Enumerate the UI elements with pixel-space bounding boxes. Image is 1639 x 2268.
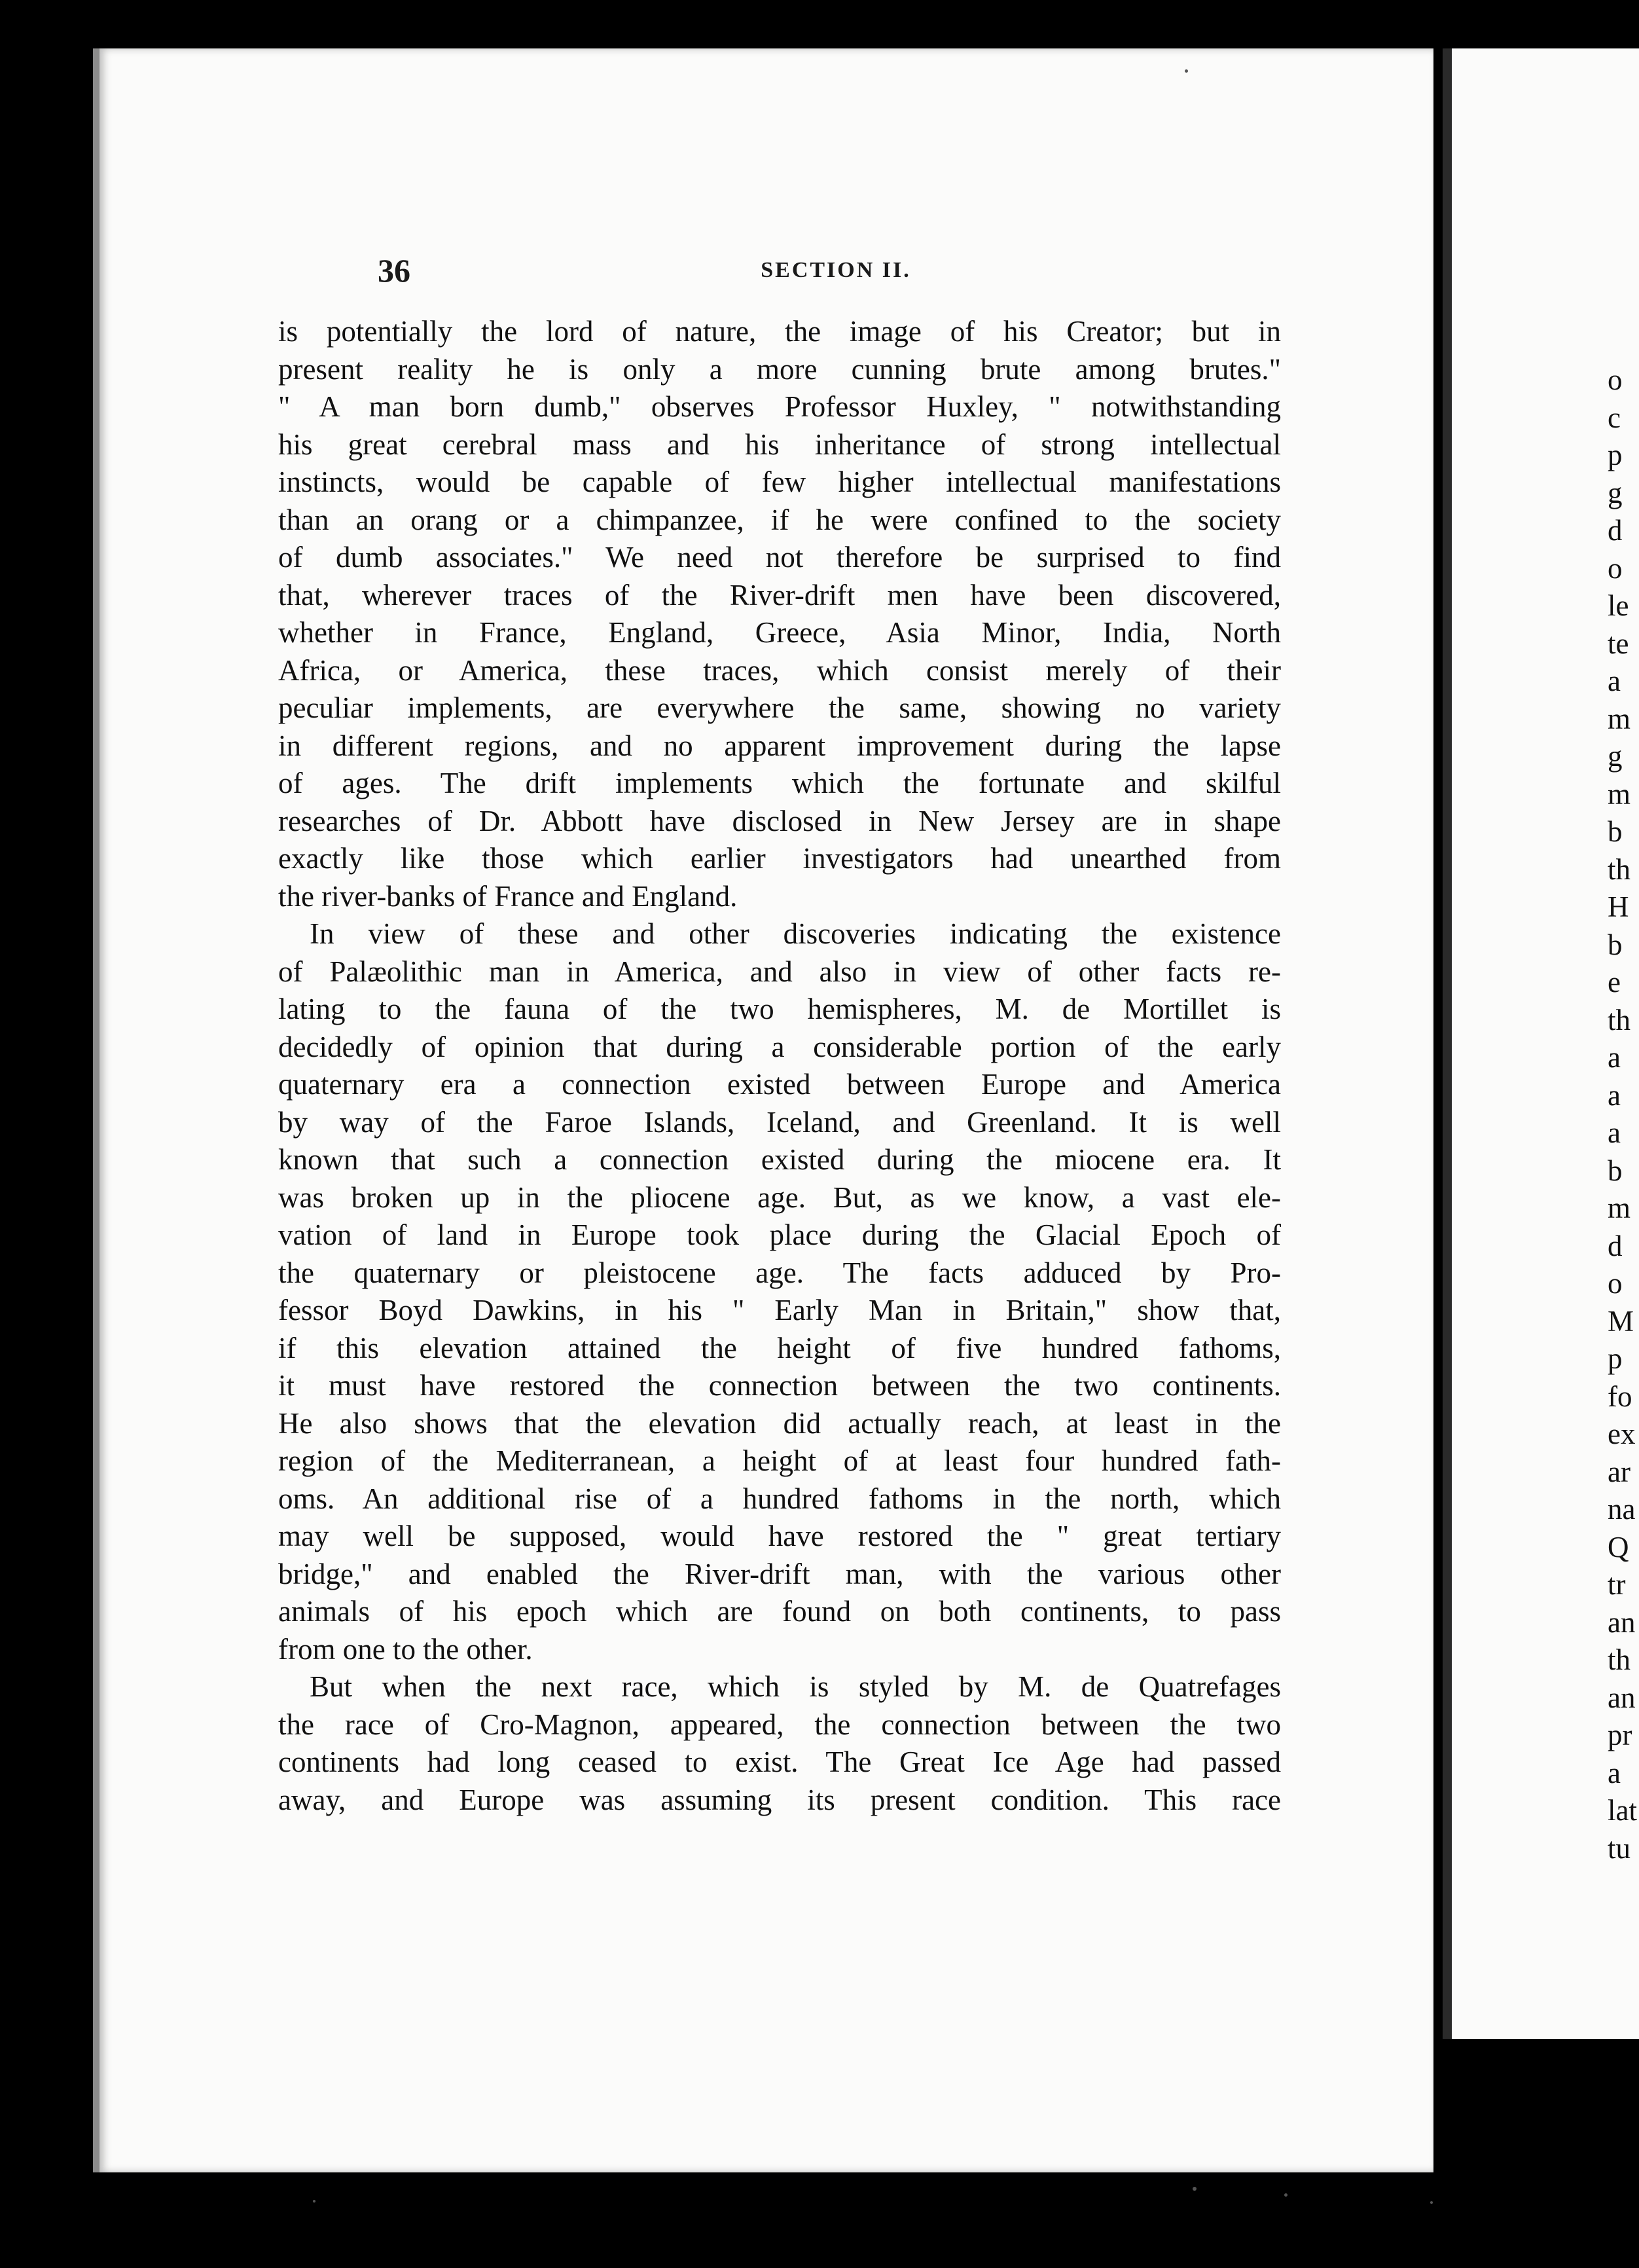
- text-line: fessor Boyd Dawkins, in his " Early Man in Britain," show that,: [278, 1294, 1281, 1326]
- next-page-fragment: th: [1608, 852, 1631, 886]
- next-page-edge: [1443, 48, 1639, 2039]
- next-page-fragment: M: [1608, 1304, 1634, 1338]
- next-page-fragment: b: [1608, 928, 1623, 961]
- page-header: [378, 251, 1294, 310]
- next-page-fragment: th: [1608, 1643, 1631, 1676]
- next-page-fragments: [1608, 361, 1637, 1867]
- text-line: In view of these and other discoveries indicating the existence: [310, 917, 1281, 950]
- next-page-fragment: m: [1608, 777, 1631, 811]
- next-page-fragment: p: [1608, 439, 1623, 471]
- text-line: was broken up in the pliocene age. But, as we know, a vast ele-: [278, 1180, 1281, 1214]
- text-line: the quaternary or pleistocene age. The facts adduced by Pro-: [278, 1256, 1281, 1289]
- text-line: known that such a connection existed during the miocene era. It: [278, 1143, 1281, 1176]
- text-line: may well be supposed, would have restored the " great tertiary: [278, 1520, 1281, 1552]
- text-line: of ages. The drift implements which the fortunate and skilful: [278, 767, 1281, 799]
- text-line: quaternary era a connection existed between Europe and America: [278, 1068, 1281, 1101]
- next-page-fragment: o: [1608, 551, 1623, 585]
- text-line: But when the next race, which is styled by M. de Quatrefages: [310, 1670, 1281, 1703]
- page-number: 36: [378, 252, 410, 289]
- next-page-fragment: o: [1608, 1267, 1623, 1300]
- next-page-fragment: o: [1608, 363, 1623, 396]
- next-page-fragment: fo: [1608, 1380, 1632, 1413]
- next-page-fragment: lat: [1608, 1794, 1637, 1827]
- next-page-fragment: d: [1608, 514, 1623, 547]
- next-page-fragment: H: [1608, 890, 1629, 923]
- scan-speck: [1193, 2187, 1197, 2191]
- next-page-fragment: a: [1608, 1756, 1621, 1789]
- next-page-fragment: b: [1608, 1154, 1623, 1187]
- text-line: decidedly of opinion that during a considerable portion of the early: [278, 1030, 1281, 1063]
- next-page-fragment: p: [1608, 1342, 1623, 1375]
- next-page-fragment: te: [1608, 627, 1629, 660]
- next-page-fragment: ar: [1608, 1455, 1630, 1488]
- next-page-fragment: g: [1608, 740, 1623, 773]
- text-line: researches of Dr. Abbott have disclosed in New Jersey are in shape: [278, 804, 1281, 837]
- next-page-fragment: m: [1608, 1192, 1631, 1224]
- next-page-fragment: an: [1608, 1681, 1636, 1714]
- next-page-fragment: th: [1608, 1003, 1631, 1036]
- text-line: peculiar implements, are everywhere the same, showing no variety: [278, 691, 1281, 724]
- next-page-fragment: pr: [1608, 1719, 1632, 1751]
- text-line: away, and Europe was assuming its present condition. This race: [278, 1783, 1281, 1816]
- text-line: if this elevation attained the height of five hundred fathoms,: [278, 1331, 1281, 1364]
- text-line: lating to the fauna of the two hemispheres, M. de Mortillet is: [278, 993, 1281, 1025]
- next-page-fragment: d: [1608, 1229, 1623, 1262]
- text-line: in different regions, and no apparent improvement during the lapse: [278, 729, 1281, 762]
- next-page-fragment: a: [1608, 1078, 1621, 1112]
- text-line: from one to the other.: [278, 1632, 533, 1666]
- text-line: animals of his epoch which are found on both continents, to pass: [278, 1595, 1281, 1628]
- next-page-fragment: an: [1608, 1605, 1636, 1639]
- text-line: exactly like those which earlier investigators had unearthed from: [278, 842, 1281, 875]
- next-page-fragment: m: [1608, 702, 1631, 735]
- next-page-fragment: Q: [1608, 1530, 1629, 1564]
- body-text: [278, 313, 1281, 1819]
- next-page-fragment: g: [1608, 476, 1623, 509]
- text-line: it must have restored the connection between the two continents.: [278, 1369, 1281, 1402]
- text-line: vation of land in Europe took place during the Glacial Epoch of: [278, 1218, 1281, 1251]
- text-line: his great cerebral mass and his inheritance of strong intellectual: [278, 428, 1281, 461]
- next-page-fragment: a: [1608, 1116, 1621, 1149]
- next-page-fragment: tr: [1608, 1568, 1626, 1601]
- next-page-fragment: a: [1608, 665, 1621, 697]
- text-line: that, wherever traces of the River-drift men have been discovered,: [278, 578, 1281, 612]
- text-line: instincts, would be capable of few higher intellectual manifestations: [278, 466, 1281, 498]
- text-line: continents had long ceased to exist. The Great Ice Age had passed: [278, 1746, 1281, 1778]
- text-line: whether in France, England, Greece, Asia Minor, India, North: [278, 616, 1281, 649]
- next-page-fragment: e: [1608, 966, 1621, 998]
- next-page-fragment: ex: [1608, 1418, 1636, 1450]
- text-line: than an orang or a chimpanzee, if he were confined to the society: [278, 503, 1281, 536]
- scan-speck: [1284, 2193, 1288, 2197]
- text-line: " A man born dumb," observes Professor Huxley, " notwithstanding: [278, 390, 1281, 423]
- text-line: the river-banks of France and England.: [278, 879, 738, 913]
- next-page-fragment: le: [1608, 589, 1629, 622]
- next-page-fragment: tu: [1608, 1831, 1631, 1865]
- text-line: present reality he is only a more cunning brute among brutes.": [278, 352, 1281, 386]
- next-page-fragment: a: [1608, 1041, 1621, 1074]
- next-page-fragment: na: [1608, 1493, 1636, 1526]
- scan-speck: [313, 2200, 315, 2203]
- scan-speck: [1430, 2201, 1433, 2204]
- running-head: SECTION II.: [761, 258, 911, 282]
- text-line: is potentially the lord of nature, the image of his Creator; but in: [278, 315, 1281, 348]
- text-line: region of the Mediterranean, a height of at least four hundred fath-: [278, 1444, 1281, 1477]
- text-line: oms. An additional rise of a hundred fathoms in the north, which: [278, 1482, 1281, 1515]
- next-page-fragment: c: [1608, 401, 1621, 434]
- text-line: of Palæolithic man in America, and also in view of other facts re-: [278, 955, 1281, 988]
- text-line: Africa, or America, these traces, which consist merely of their: [278, 653, 1281, 687]
- text-line: bridge," and enabled the River-drift man, with the various other: [278, 1557, 1281, 1590]
- text-line: the race of Cro-Magnon, appeared, the connection between the two: [278, 1708, 1281, 1741]
- next-page-fragment: b: [1608, 815, 1623, 848]
- text-line: He also shows that the elevation did actually reach, at least in the: [278, 1406, 1281, 1440]
- scan-speck: [1185, 69, 1188, 73]
- text-line: of dumb associates." We need not therefore be surprised to find: [278, 541, 1281, 574]
- text-line: by way of the Faroe Islands, Iceland, and Greenland. It is well: [278, 1105, 1281, 1139]
